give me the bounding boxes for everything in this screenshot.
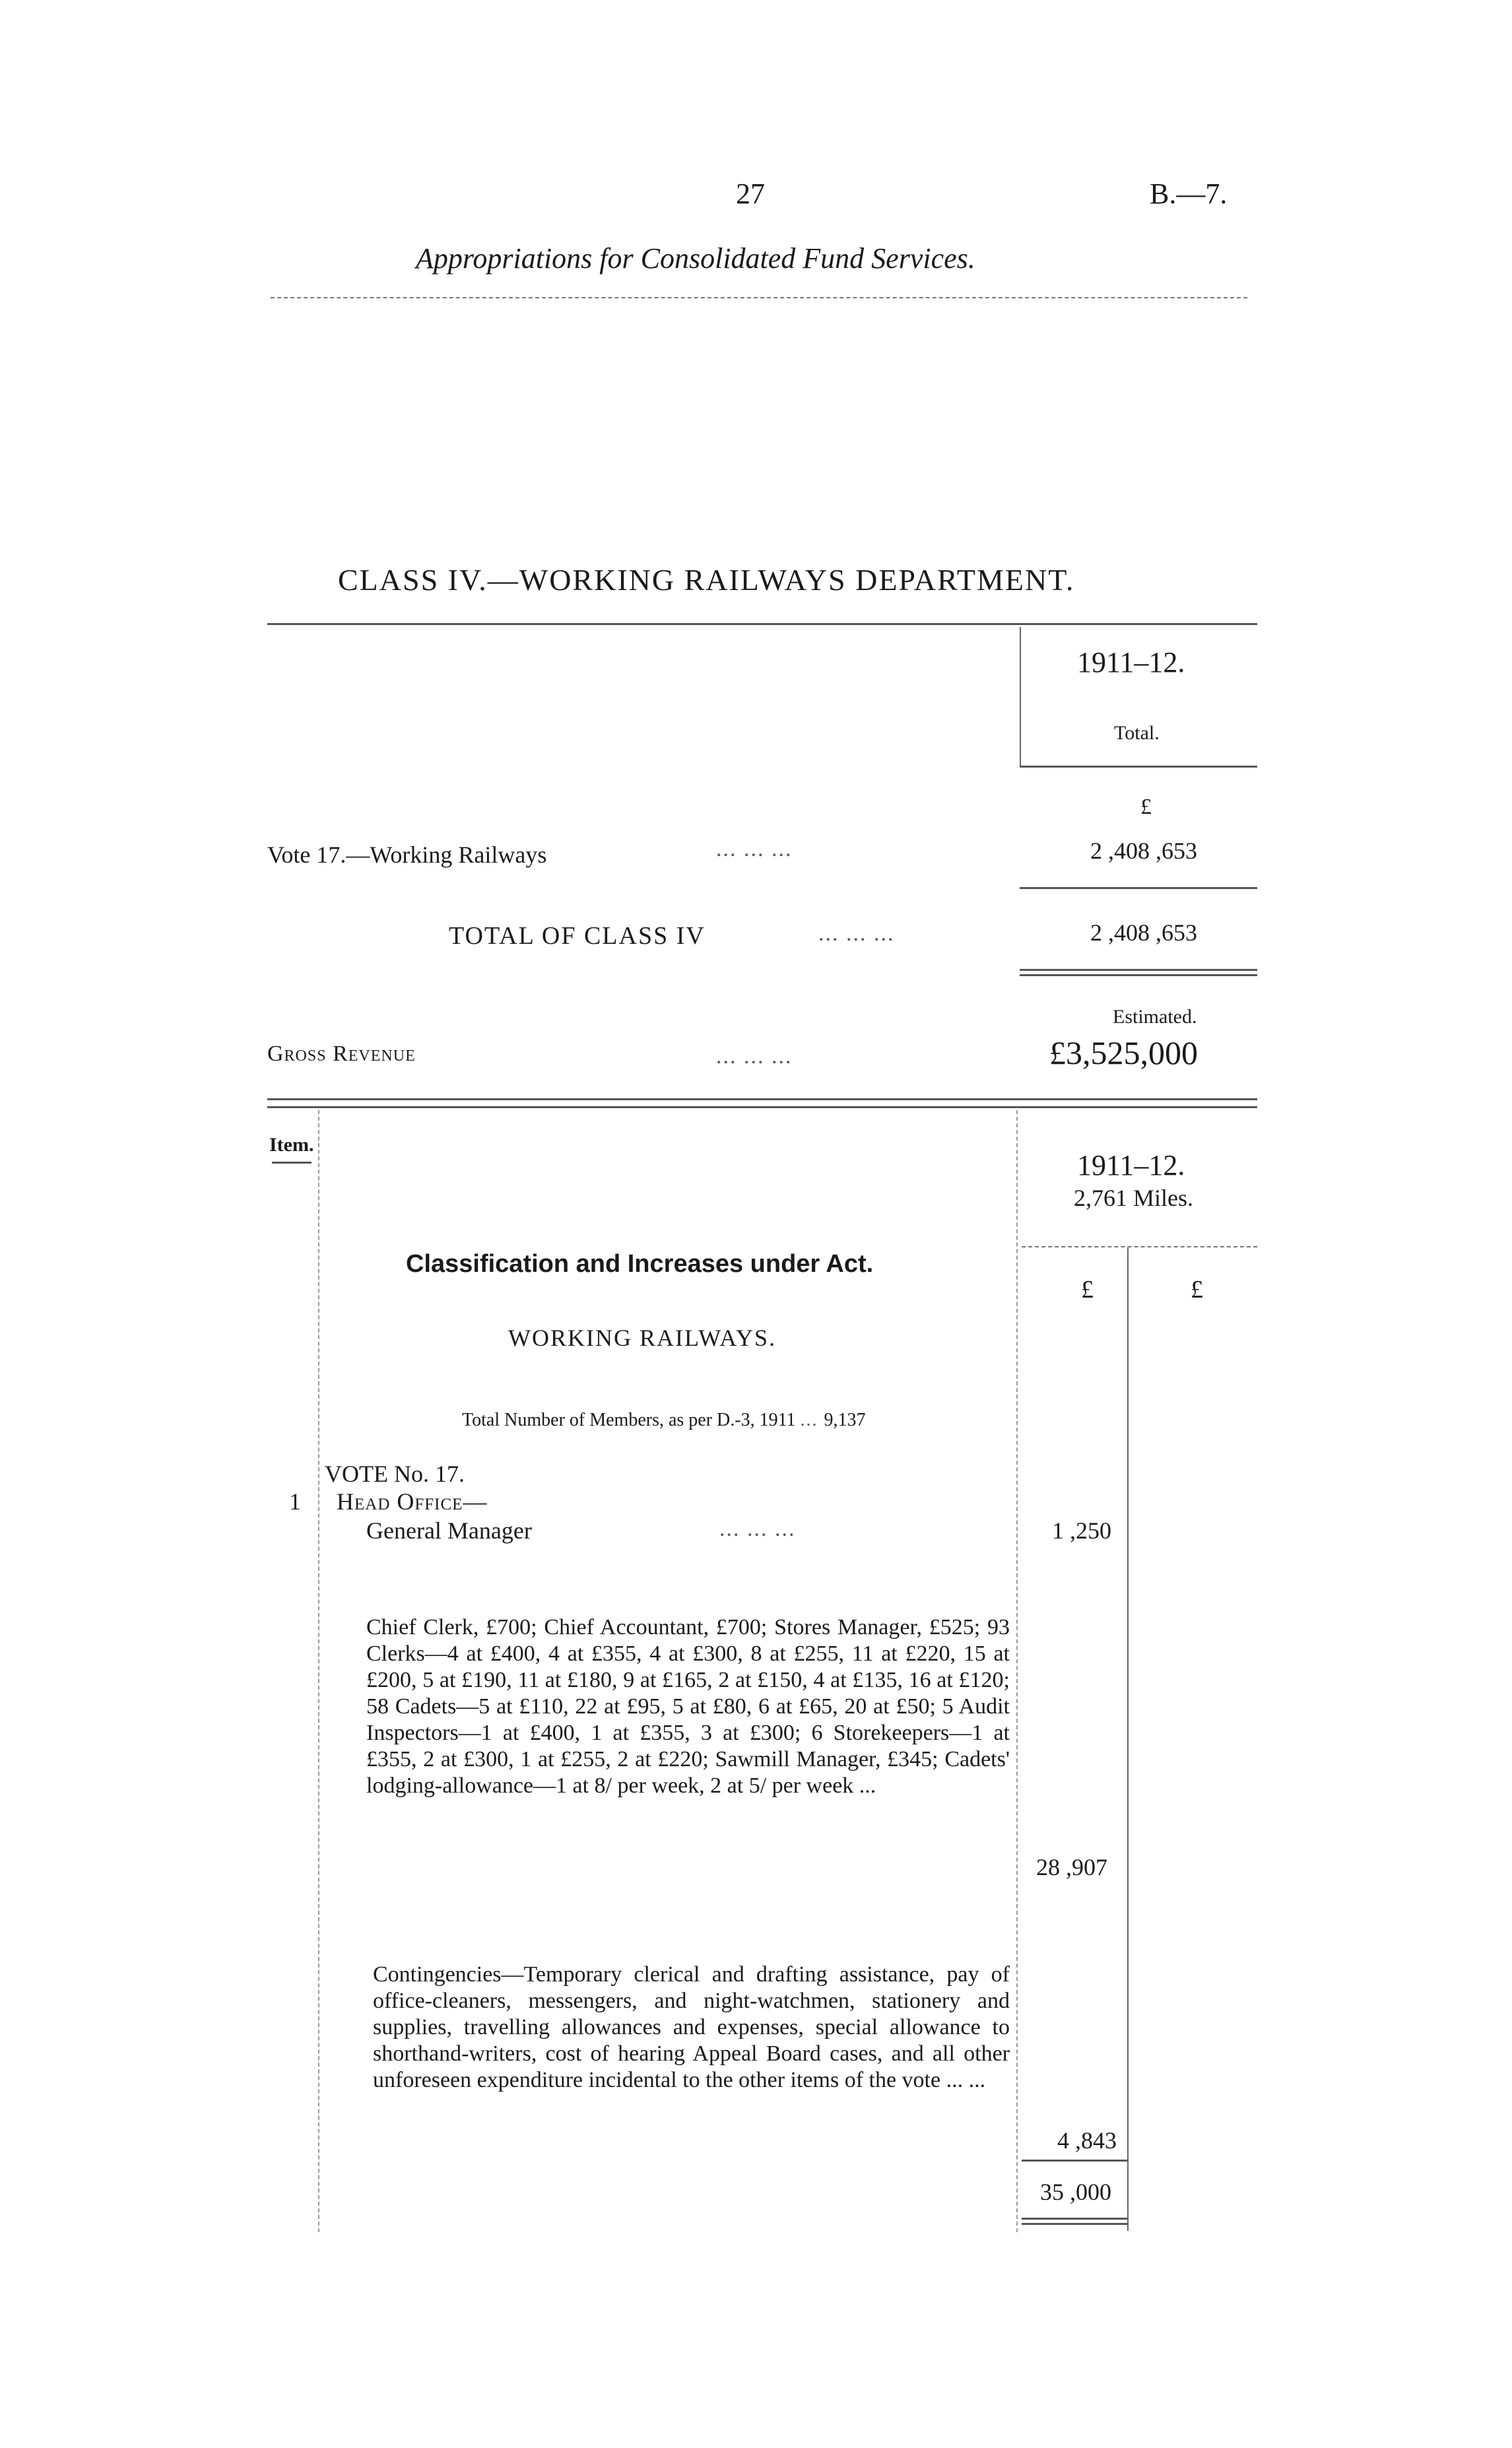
detail-miles: 2,761 Miles. [1074, 1185, 1194, 1211]
total-class-iv-amount: 2 ,408 ,653 [1090, 919, 1197, 946]
staff-salaries-paragraph: Chief Clerk, £700; Chief Accountant, £700; Stores Manager, £525; 93 Clerks—4 at £400, 4 at £355, 4 at £300, 8 at £255, 11 at £220, 15 at £200, 5 at £190, 11 at £180, 9 at £165, 2 at £150, 4 at £135, 16 at £120; 58 Cadets—5 at £110, 22 at £95, 5 at £80, 6 at £65, 20 at £50; 5 Audit Inspectors—1 at £400, 1 at £355, 3 at £300; 6 Storekeepers—1 at £355, 2 at £300, 1 at £255, 2 at £220; Sawmill Manager, £345; Cadets' lodging-allowance—1 at 8/ per week, 2 at 5/ per week ... [366, 1615, 1010, 1798]
subtotal-double-rule-2 [1022, 2223, 1127, 2225]
year-header-rule [1022, 1246, 1257, 1247]
members-count-text: Total Number of Members, as per D.-3, 1911 [462, 1410, 796, 1430]
contingencies-amount: 4 ,843 [1057, 2127, 1117, 2154]
total-class-iv-leader: ... ... ... [818, 921, 895, 946]
amount-column-divider [1127, 1247, 1129, 2231]
section-double-rule-1 [267, 1098, 1257, 1100]
general-manager-amount: 1 ,250 [1052, 1517, 1111, 1544]
members-count-leader: ... [800, 1410, 824, 1430]
amount-column-2-currency: £ [1191, 1276, 1203, 1304]
summary-year-header: 1911–12. [1077, 646, 1185, 678]
gross-revenue-amount: £3,525,000 [1049, 1034, 1198, 1071]
subtotal-double-rule-1 [1022, 2218, 1127, 2220]
gross-revenue-leader: ... ... ... [716, 1044, 793, 1069]
detail-year-header: 1911–12. [1077, 1149, 1185, 1181]
summary-column-divider [1020, 627, 1021, 766]
amount-column-1-currency: £ [1081, 1276, 1094, 1304]
head-office-heading: Head Office— [337, 1488, 488, 1515]
section-double-rule-2 [267, 1106, 1257, 1108]
item-column-divider [318, 1110, 319, 2232]
running-title: Appropriations for Consolidated Fund Services. [416, 242, 975, 275]
total-double-rule-2 [1020, 974, 1257, 976]
item-header-rule [272, 1162, 312, 1164]
staff-salaries-amount: 28 ,907 [1036, 1854, 1107, 1880]
vote-17-leader: ... ... ... [716, 837, 793, 861]
vote-amount-rule [1020, 887, 1257, 889]
document-code: B.—7. [1150, 178, 1228, 210]
gross-revenue-label: Gross Revenue [267, 1042, 416, 1066]
subtotal-top-rule [1022, 2160, 1127, 2162]
class-title: CLASS IV.—WORKING RAILWAYS DEPARTMENT. [338, 563, 1075, 597]
header-rule [271, 297, 1247, 298]
vote-17-label: Vote 17.—Working Railways [267, 842, 547, 868]
members-count-label [462, 1410, 866, 1431]
vote-17-amount: 2 ,408 ,653 [1090, 838, 1197, 864]
page-number: 27 [736, 178, 765, 210]
working-railways-subheading: WORKING RAILWAYS. [508, 1325, 776, 1351]
total-double-rule-1 [1020, 969, 1257, 971]
item-column-header: Item. [269, 1134, 314, 1156]
classification-column-divider [1016, 1110, 1018, 2232]
estimated-label: Estimated. [1113, 1006, 1197, 1028]
vote-no-heading: VOTE No. 17. [325, 1461, 465, 1487]
item-number: 1 [289, 1488, 301, 1515]
summary-currency: £ [1140, 795, 1152, 819]
classification-heading: Classification and Increases under Act. [406, 1250, 874, 1278]
members-count-value: 9,137 [824, 1410, 866, 1430]
total-class-iv-label: TOTAL OF CLASS IV [449, 922, 706, 950]
general-manager-label: General Manager [366, 1517, 532, 1544]
summary-header-rule [1020, 766, 1257, 768]
class-title-rule [267, 623, 1257, 625]
contingencies-paragraph: Contingencies—Temporary clerical and drafting assistance, pay of office-cleaners, messengers, and night-watchmen, stationery and supplies, travelling allowances and expenses, special allowance to shorthand-writers, cost of hearing Appeal Board cases, and all other unforeseen expenditure incidental to the other items of the vote ... ... [373, 1962, 1010, 2092]
summary-total-header: Total. [1114, 722, 1160, 744]
vote-subtotal: 35 ,000 [1040, 2179, 1111, 2205]
general-manager-leader: ... ... ... [719, 1517, 796, 1541]
